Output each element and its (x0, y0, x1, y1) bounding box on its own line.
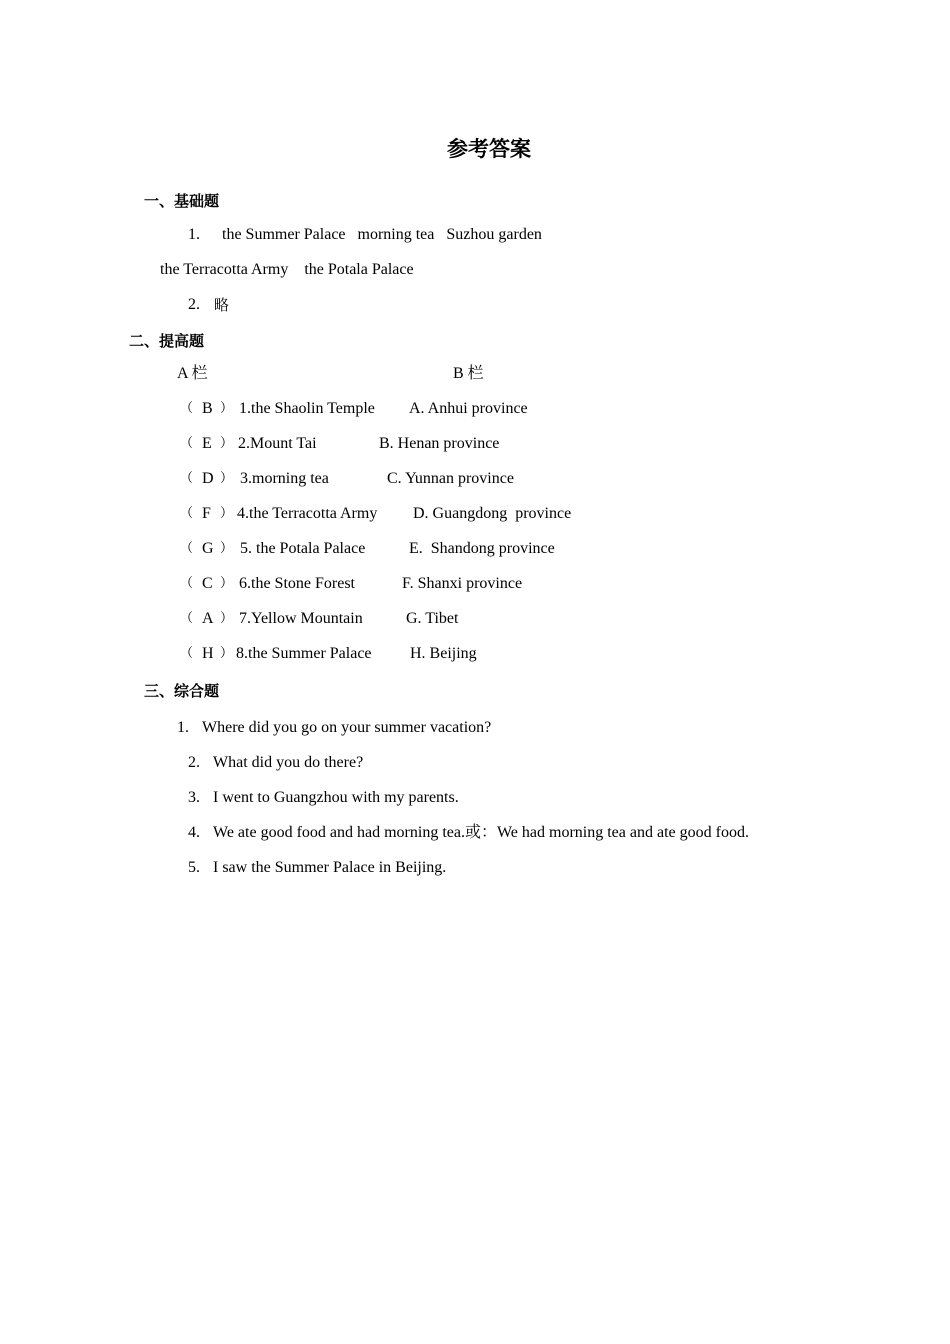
answer-text: I went to Guangzhou with my parents. (213, 789, 459, 806)
match-open-paren: （ (180, 471, 194, 486)
answer-number: 1. (177, 719, 189, 736)
match-item: 1.the Shaolin Temple (239, 400, 375, 417)
match-open-paren: （ (180, 611, 194, 626)
answer-number: 5. (188, 859, 200, 876)
match-close-paren: ） (220, 646, 234, 661)
s1-q2-text: 略 (214, 296, 230, 314)
match-option: E. Shandong province (409, 540, 555, 557)
match-item: 8.the Summer Palace (236, 645, 372, 662)
match-option: F. Shanxi province (402, 575, 523, 592)
match-answer-letter: D (202, 470, 214, 487)
answer-text: We ate good food and had morning tea.或：We had morning tea and ate good food. (213, 824, 749, 841)
match-item: 2.Mount Tai (238, 435, 317, 452)
match-close-paren: ） (220, 401, 234, 416)
section3-heading: 三、综合题 (144, 682, 220, 700)
match-answer-letter: A (202, 610, 214, 627)
page-title: 参考答案 (447, 137, 531, 161)
match-answer-letter: G (202, 540, 214, 557)
match-option: C. Yunnan province (387, 470, 514, 487)
match-option: B. Henan province (379, 435, 500, 452)
match-option: G. Tibet (406, 610, 459, 627)
match-close-paren: ） (220, 611, 234, 626)
match-close-paren: ） (220, 541, 234, 556)
s1-q1-number: 1. (188, 226, 200, 243)
match-item: 5. the Potala Palace (240, 540, 366, 557)
match-close-paren: ） (220, 576, 234, 591)
match-answer-letter: F (202, 505, 211, 522)
s1-q2-number: 2. (188, 296, 200, 313)
column-b-header: B 栏 (453, 365, 484, 382)
s1-q1-line1: the Summer Palace morning tea Suzhou garden (222, 226, 542, 243)
s1-q1-line2: the Terracotta Army the Potala Palace (160, 261, 414, 278)
answer-text: I saw the Summer Palace in Beijing. (213, 859, 447, 876)
match-close-paren: ） (220, 506, 234, 521)
match-answer-letter: E (202, 435, 212, 452)
match-answer-letter: B (202, 400, 213, 417)
answer-text: What did you do there? (213, 754, 364, 771)
match-option: A. Anhui province (409, 400, 528, 417)
answer-number: 3. (188, 789, 200, 806)
match-open-paren: （ (180, 576, 194, 591)
section1-heading: 一、基础题 (144, 192, 220, 210)
answer-number: 2. (188, 754, 200, 771)
match-close-paren: ） (220, 471, 234, 486)
match-answer-letter: H (202, 645, 214, 662)
match-item: 7.Yellow Mountain (239, 610, 363, 627)
match-option: D. Guangdong province (413, 505, 572, 522)
match-item: 4.the Terracotta Army (237, 505, 378, 522)
match-item: 3.morning tea (240, 470, 329, 487)
match-close-paren: ） (220, 436, 234, 451)
match-open-paren: （ (180, 646, 194, 661)
column-a-header: A 栏 (177, 365, 208, 382)
section2-heading: 二、提高题 (129, 332, 205, 350)
answer-number: 4. (188, 824, 200, 841)
match-open-paren: （ (180, 436, 194, 451)
match-option: H. Beijing (410, 645, 477, 662)
match-item: 6.the Stone Forest (239, 575, 355, 592)
match-open-paren: （ (180, 401, 194, 416)
match-open-paren: （ (180, 506, 194, 521)
answer-text: Where did you go on your summer vacation? (202, 719, 492, 736)
match-open-paren: （ (180, 541, 194, 556)
match-answer-letter: C (202, 575, 213, 592)
